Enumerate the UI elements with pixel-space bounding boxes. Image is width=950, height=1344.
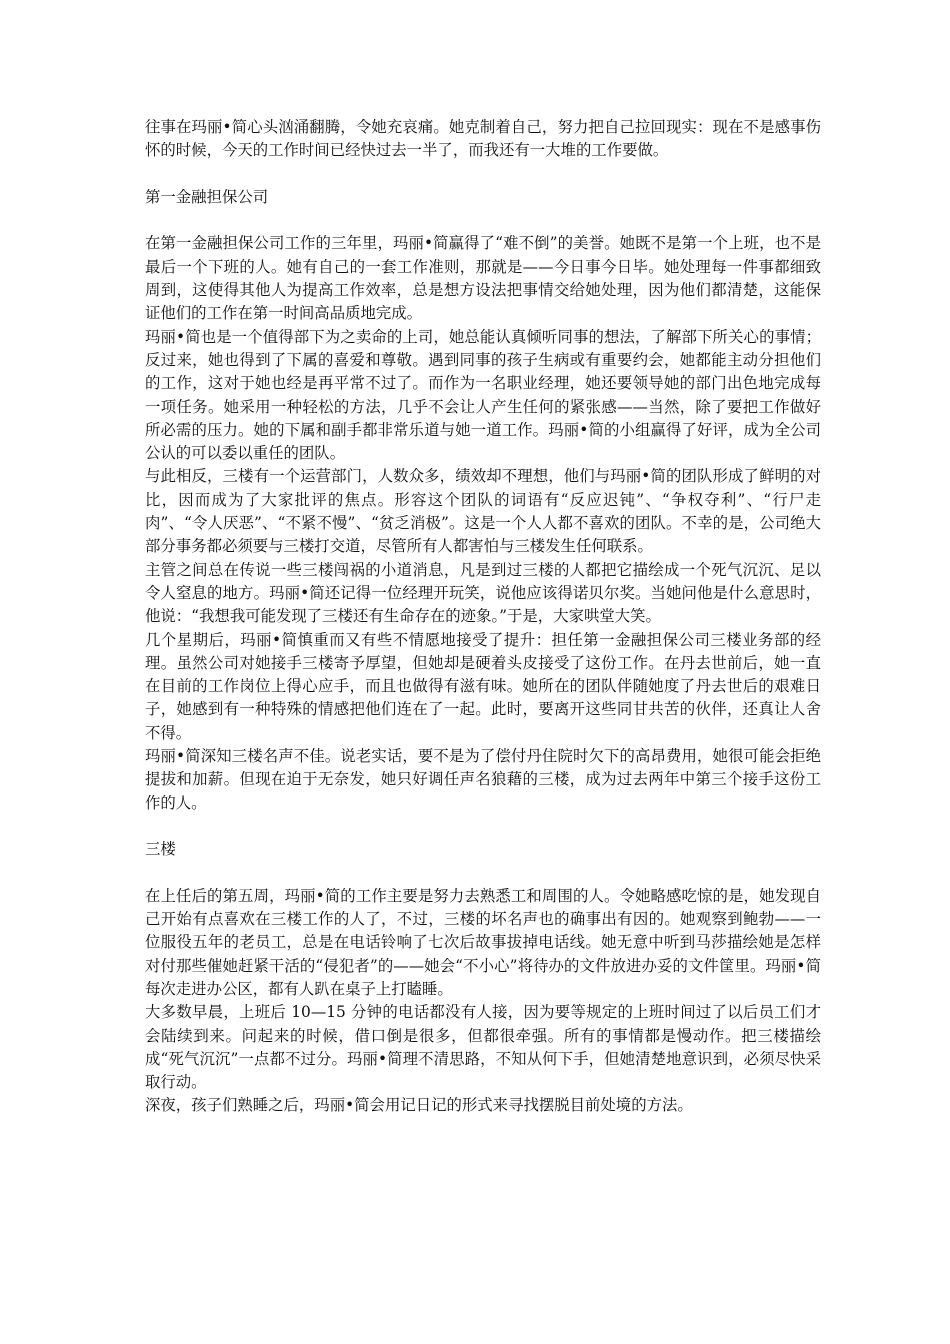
paragraph-opening: 往事在玛丽•简心头汹涌翻腾，令她充哀痛。她克制着自己，努力把自己拉回现实：现在不是感事伤怀的时候，今天的工作时间已经快过去一半了，而我还有一大堆的工作要做。 [145,118,821,160]
paragraph: 玛丽•简也是一个值得部下为之卖命的上司，她总能认真倾听同事的想法，了解部下所关心的事情；反过来，她也得到了下属的喜爱和尊敬。遇到同事的孩子生病或有重要约会，她都能主动分担他们的工作，这对于她也经是再平常不过了。而作为一名职业经理，她还要领导她的部门出色地完成每一项任务。她采用一种轻松的方法，几乎不会让人产生任何的紧张感——当然，除了要把工作做好所必需的压力。她的下属和副手都非常乐道与她一道工作。玛丽•简的小组赢得了好评，成为全公司公认的可以委以重任的团队。 [145,327,821,463]
paragraph: 在上任后的第五周，玛丽•简的工作主要是努力去熟悉工和周围的人。令她略感吃惊的是，她发现自己开始有点喜欢在三楼工作的人了，不过，三楼的坏名声也的确事出有因的。她观察到鲍勃——一位服役五年的老员工，总是在电话铃响了七次后故事拔掉电话线。她无意中听到马莎描绘她是怎样对付那些催她赶紧干活的“侵犯者”的——她会“不小心”将待办的文件放进办妥的文件筐里。玛丽•简每次走进办公区，都有人趴在桌子上打瞌睡。 [145,886,821,998]
section-heading-first-financial: 第一金融担保公司 [145,187,269,206]
document-page [145,116,821,1118]
paragraph: 玛丽•简深知三楼名声不佳。说老实话，要不是为了偿付丹住院时欠下的高昂费用，她很可能会拒绝提拔和加薪。但现在迫于无奈发，她只好调任声名狼藉的三楼，成为过去两年中第三个接手这份工作的人。 [145,747,821,812]
paragraph: 与此相反，三楼有一个运营部门，人数众多，绩效却不理想，他们与玛丽•简的团队形成了鲜明的对比，因而成为了大家批评的焦点。形容这个团队的词语有“反应迟钝”、“争权夺利”、“行尸走肉”、“令人厌恶”、“不紧不慢”、“贫乏消极”。这是一个人人都不喜欢的团队。不幸的是，公司绝大部分事务都必须要与三楼打交道，尽管所有人都害怕与三楼发生任何联系。 [145,467,821,556]
paragraph: 几个星期后，玛丽•简慎重而又有些不情愿地接受了提升：担任第一金融担保公司三楼业务部的经理。虽然公司对她接手三楼寄予厚望，但她却是硬着头皮接受了这份工作。在丹去世前后，她一直在目前的工作岗位上得心应手，而且也做得有滋有味。她所在的团队伴随她度了丹去世后的艰难日子，她感到有一种特殊的情感把他们连在了一起。此时，要离开这些同甘共苦的伙伴，还真让人舍不得。 [145,630,821,742]
paragraph: 主管之间总在传说一些三楼闯祸的小道消息，凡是到过三楼的人都把它描绘成一个死气沉沉、足以令人窒息的地方。玛丽•简还记得一位经理开玩笑，说他应该得诺贝尔奖。当她问他是什么意思时，他说：“我想我可能发现了三楼还有生命存在的迹象。”于是，大家哄堂大笑。 [145,560,821,626]
paragraph: 在第一金融担保公司工作的三年里，玛丽•简赢得了“难不倒”的美誉。她既不是第一个上班，也不是最后一个下班的人。她有自己的一套工作准则，那就是——今日事今日毕。她处理每一件事都细致周到，这使得其他人为提高工作效率，总是想方设法把事情交给她处理，因为他们都清楚，这能保证他们的工作在第一时间高品质地完成。 [145,234,821,323]
section-heading-third-floor: 三楼 [145,840,176,859]
paragraph: 深夜，孩子们熟睡之后，玛丽•简会用记日记的形式来寻找摆脱目前处境的方法。 [145,1096,693,1115]
paragraph: 大多数早晨，上班后 10—15 分钟的电话都没有人接，因为要等规定的上班时间过了以后员工们才会陆续到来。问起来的时候，借口倒是很多，但都很牵强。所有的事情都是慢动作。把三楼描绘成“死气沉沉”一点都不过分。玛丽•简理不清思路，不知从何下手，但她清楚地意识到，必须尽快采取行动。 [145,1003,821,1092]
